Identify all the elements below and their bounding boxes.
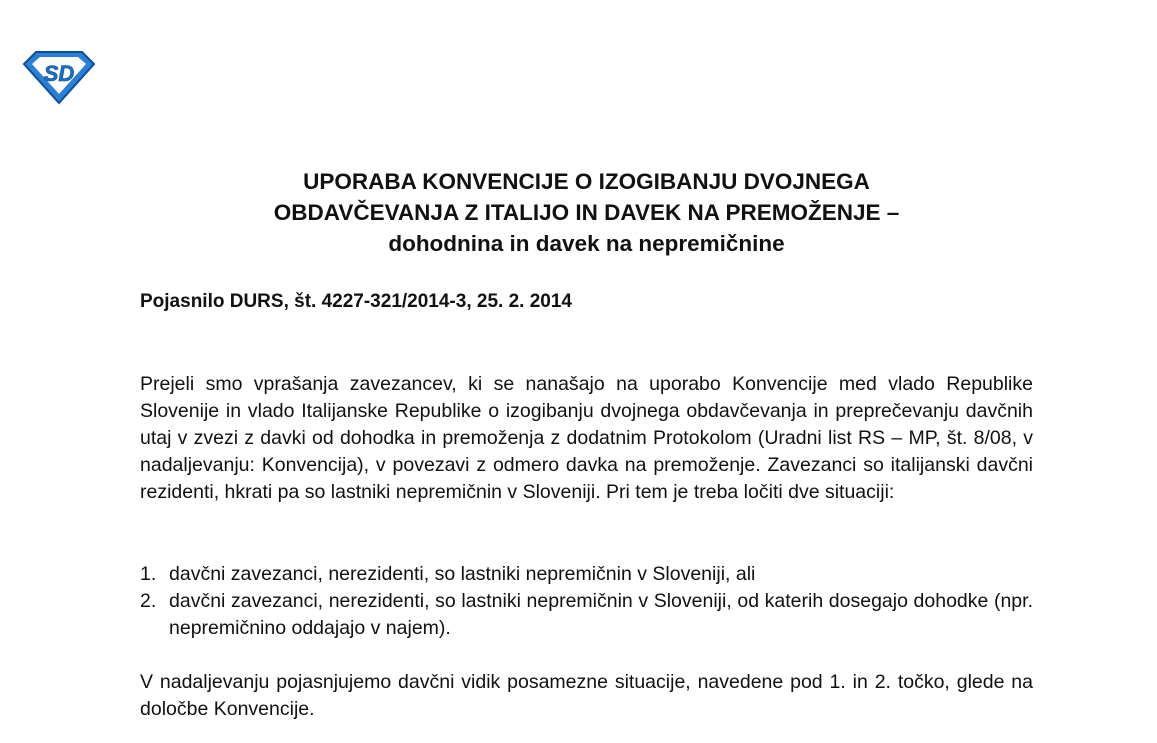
list-item-text: davčni zavezanci, nerezidenti, so lastniki nepremičnin v Sloveniji, ali bbox=[169, 563, 756, 585]
document-reference: Pojasnilo DURS, št. 4227-321/2014-3, 25. 2. 2014 bbox=[140, 291, 572, 312]
list-item bbox=[140, 588, 1033, 642]
list-item bbox=[140, 561, 1033, 588]
document-title bbox=[0, 166, 1157, 259]
logo-text: SD bbox=[43, 61, 75, 86]
title-line-1: UPORABA KONVENCIJE O IZOGIBANJU DVOJNEGA bbox=[303, 169, 870, 194]
list-item-text: davčni zavezanci, nerezidenti, so lastniki nepremičnin v Sloveniji, od katerih dosegajo dohodke (npr. nepremičnino oddajajo v najem). bbox=[169, 590, 1033, 639]
list-item-number: 2. bbox=[140, 590, 157, 612]
list-item-number: 1. bbox=[140, 563, 157, 585]
intro-paragraph: Prejeli smo vprašanja zavezancev, ki se nanašajo na uporabo Konvencije med vlado Republike Slovenije in vlado Italijanske Republike o izogibanju dvojnega obdavčevanja in preprečevanju davčnih utaj v zvezi z davki od dohodka in premoženja z dodatnim Protokolom (Uradni list RS – MP, št. 8/08, v nadaljevanju: Konvencija), v povezavi z odmero davka na premoženje. Zavezanci so italijanski davčni rezidenti, hkrati pa so lastniki nepremičnin v Sloveniji. Pri tem je treba ločiti dve situaciji: bbox=[140, 373, 1033, 503]
closing-paragraph: V nadaljevanju pojasnjujemo davčni vidik posamezne situacije, navedene pod 1. in 2. točko, glede na določbe Konvencije. bbox=[140, 671, 1033, 720]
title-line-3: dohodnina in davek na nepremičnine bbox=[388, 231, 785, 256]
situations-list bbox=[140, 561, 1033, 642]
title-line-2: OBDAVČEVANJA Z ITALIJO IN DAVEK NA PREMOŽENJE – bbox=[273, 200, 900, 225]
sd-diamond-logo-icon bbox=[22, 50, 96, 105]
